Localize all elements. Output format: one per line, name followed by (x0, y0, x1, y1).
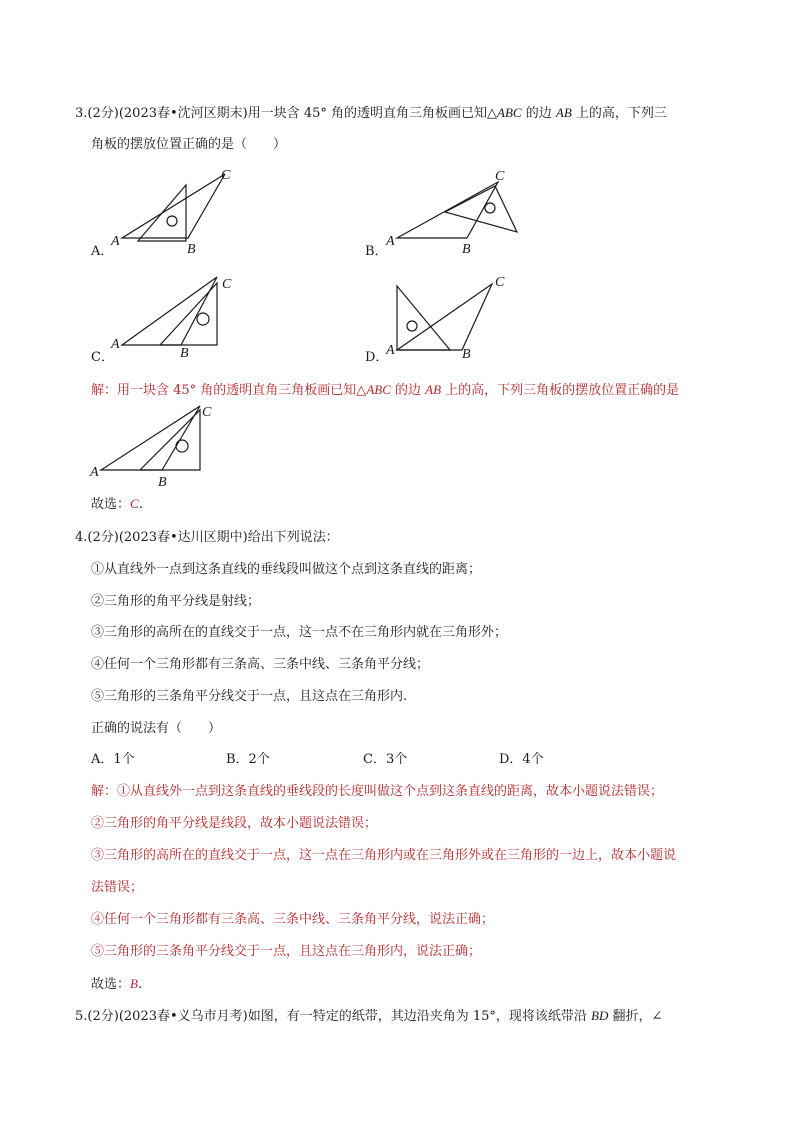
q4-solution-4: 法错误； (91, 880, 144, 895)
q4-solution-5: ④任何一个三角形都有三条高、三条中线、三条角平分线，说法正确； (91, 912, 495, 927)
q4-statement-3: ③三角形的高所在的直线交于一点，这一点不在三角形内就在三角形外； (91, 625, 508, 640)
q4-solution-3: ③三角形的高所在的直线交于一点，这一点在三角形内或在三角形外或在三角形的一边上，故本小题说 (91, 848, 677, 863)
q3-stem-text-c: 上的高，下列三 (571, 106, 667, 121)
q5-score: (2分) (87, 1009, 119, 1024)
q4-number: 4. (75, 530, 88, 545)
q3-solution-abc: ABC (366, 382, 391, 397)
q4-solution-2: ②三角形的角平分线是线段，故本小题说法错误； (91, 816, 378, 831)
q3-figure-b (380, 165, 540, 260)
q5-stem (75, 1007, 662, 1026)
q4-source: (2023春•达川区期中) (118, 530, 248, 545)
q3-option-c-label: C． (91, 350, 114, 365)
q3-solution (91, 381, 679, 400)
label-b: B (158, 475, 167, 490)
label-c: C (495, 169, 505, 184)
q5-bd: BD (591, 1008, 609, 1023)
set-square-hole (485, 203, 495, 213)
q3-solution-ab: AB (425, 382, 442, 397)
q3-solution-figure (80, 400, 230, 490)
label-b: B (462, 242, 471, 257)
set-square-hole (176, 440, 188, 452)
q3-answer (91, 495, 143, 514)
label-a: A (90, 465, 99, 480)
triangle-abc (122, 174, 225, 238)
label-a: A (386, 343, 395, 358)
q4-choice-a: A．1个 (91, 752, 135, 767)
q3-solution-text-a: 解：用一块含 45° 角的透明直角三角板画已知△ (91, 383, 367, 398)
q3-ab: AB (555, 105, 572, 120)
set-square-hole (407, 321, 417, 331)
q5-stem-text-a: 如图，有一特定的纸带，其边沿夹角为 15°，现将该纸带沿 (247, 1009, 592, 1024)
label-a: A (386, 234, 395, 249)
q4-stem-text: 给出下列说法： (247, 530, 339, 545)
label-c: C (495, 275, 505, 290)
q3-answer-value: C (130, 496, 139, 511)
q4-answer-prefix: 故选： (91, 977, 131, 992)
q3-figure-a (105, 165, 245, 260)
label-c: C (221, 168, 231, 183)
label-b: B (187, 242, 196, 257)
q4-statement-1: ①从直线外一点到这条直线的垂线段叫做这个点到这条直线的距离； (91, 562, 482, 577)
q4-choice-d: D．4个 (499, 752, 544, 767)
q3-stem-line1 (75, 104, 667, 123)
q4-solution-6: ⑤三角形的三条角平分线交于一点，且这点在三角形内，说法正确； (91, 944, 482, 959)
q4-choice-b: B．2个 (226, 752, 270, 767)
q4-answer-suffix: . (137, 977, 143, 992)
q5-source: (2023春•义乌市月考) (118, 1009, 248, 1024)
set-square (140, 410, 200, 470)
q3-stem-text-a: 用一块含 45° 角的透明直角三角板画已知△ (247, 106, 498, 121)
q5-stem-text-b: 翻折，∠ (608, 1009, 663, 1024)
label-a: A (111, 337, 120, 352)
q3-figure-c (105, 272, 245, 367)
set-square-hole (167, 216, 177, 226)
set-square (160, 283, 217, 345)
triangle-abc (101, 406, 200, 470)
label-c: C (202, 405, 212, 420)
q4-statement-5: ⑤三角形的三条角平分线交于一点，且这点在三角形内. (91, 689, 408, 704)
q3-stem-text-b: 的边 (521, 106, 556, 121)
q3-score: (2分) (87, 106, 119, 121)
label-c: C (222, 277, 232, 292)
q3-stem-line2: 角板的摆放位置正确的是（ ） (91, 137, 287, 152)
q3-option-d-label: D． (365, 350, 389, 365)
q3-solution-text-b: 的边 (390, 383, 426, 398)
q3-abc: ABC (497, 105, 522, 120)
q4-question: 正确的说法有（ ） (91, 721, 222, 736)
q4-answer-value: B (130, 976, 138, 991)
triangle-abc (397, 182, 498, 238)
q3-option-b-label: B． (365, 244, 388, 259)
set-square (445, 186, 517, 232)
q3-number: 3. (75, 106, 88, 121)
q5-number: 5. (75, 1009, 88, 1024)
triangle-abc (397, 284, 492, 350)
q3-answer-prefix: 故选： (91, 497, 131, 512)
q4-statement-2: ②三角形的角平分线是射线； (91, 594, 261, 609)
label-a: A (111, 234, 120, 249)
q4-statement-4: ④任何一个三角形都有三条高、三条中线、三条角平分线； (91, 657, 430, 672)
q3-answer-suffix: . (138, 497, 143, 512)
q3-solution-text-c: 上的高，下列三角板的摆放位置正确的是 (441, 383, 680, 398)
q4-score: (2分) (87, 530, 119, 545)
set-square-hole (197, 313, 209, 325)
q3-figure-d (380, 272, 520, 367)
q3-option-a-label: A． (91, 244, 114, 259)
q3-source: (2023春•沈河区期末) (118, 106, 248, 121)
q4-solution-1: 解：①从直线外一点到这条直线的垂线段的长度叫做这个点到这条直线的距离，故本小题说法错误； (91, 784, 664, 799)
q4-answer (91, 975, 142, 994)
q4-stem (75, 529, 339, 547)
label-b: B (180, 346, 189, 361)
label-b: B (462, 347, 471, 362)
q4-choice-c: C．3个 (363, 752, 408, 767)
set-square (138, 185, 186, 241)
